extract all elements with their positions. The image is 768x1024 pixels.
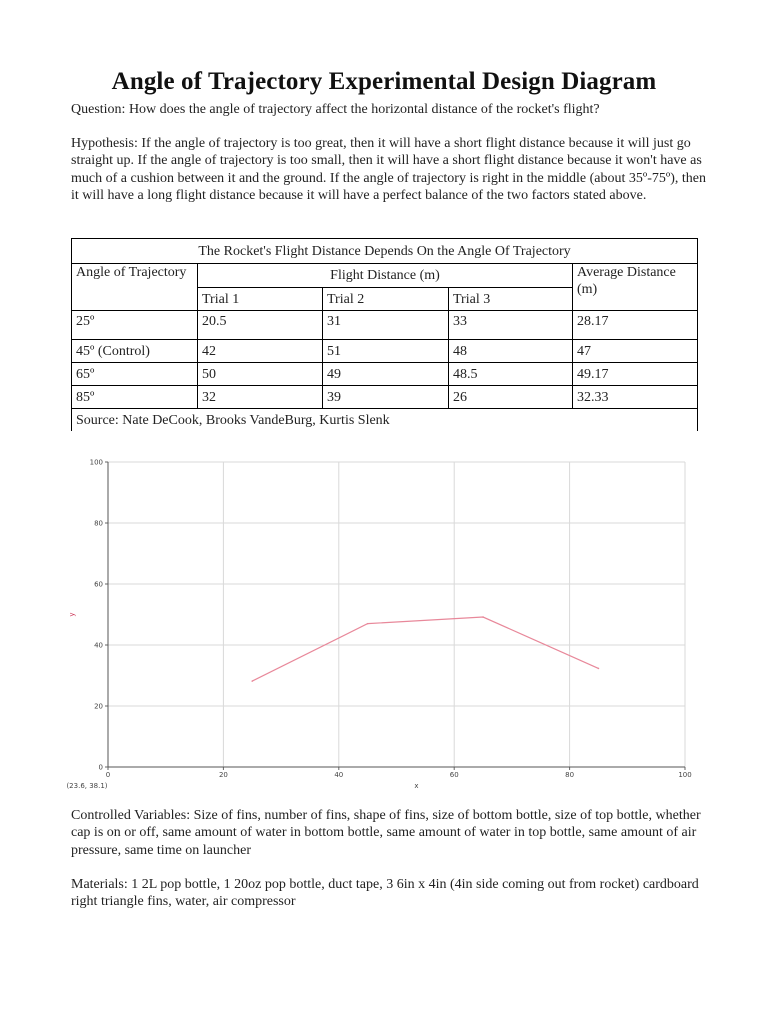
average-distance-header: Average Distance (m): [573, 264, 698, 311]
document-title: Angle of Trajectory Experimental Design Diagram: [111, 68, 657, 95]
trial-2-cell: 31: [323, 311, 449, 340]
y-tick-label: 40: [94, 641, 103, 650]
angle-cell: 85º: [72, 386, 198, 409]
chart-series: [251, 616, 599, 682]
trial-3-cell: 48.5: [449, 363, 573, 386]
data-point: [598, 668, 600, 670]
trial-2-header: Trial 2: [323, 288, 449, 311]
trial-3-header: Trial 3: [449, 288, 573, 311]
y-axis-label: y: [68, 612, 76, 617]
x-tick-label: 60: [449, 771, 459, 779]
trial-3-cell: 26: [449, 386, 573, 409]
trial-2-cell: 49: [323, 363, 449, 386]
x-tick-label: 100: [678, 771, 692, 779]
results-table: [71, 238, 698, 431]
angle-header: Angle of Trajectory: [72, 264, 198, 311]
series-line: [252, 617, 598, 681]
average-cell: 28.17: [573, 311, 698, 340]
trial-2-cell: 39: [323, 386, 449, 409]
trial-3-cell: 33: [449, 311, 573, 340]
trial-1-cell: 42: [198, 340, 323, 363]
flight-distance-header: Flight Distance (m): [198, 264, 573, 288]
data-point: [482, 616, 484, 618]
x-tick-label: 80: [565, 771, 575, 779]
controlled-variables-text: Controlled Variables: Size of fins, number of fins, shape of fins, size of bottom bottle, size of top bottle, whether cap is on or off, same amount of water in bottom bottle, same amount of water in top bottle, same amount of air pressure, same time on launcher: [71, 808, 701, 858]
materials-text: Materials: 1 2L pop bottle, 1 20oz pop bottle, duct tape, 3 6in x 4in (4in side coming out from rocket) cardboard right triangle fins, water, air compressor: [71, 877, 699, 910]
angle-cell: 65º: [72, 363, 198, 386]
y-tick-label: 20: [94, 702, 103, 711]
trial-2-cell: 51: [323, 340, 449, 363]
trial-1-cell: 20.5: [198, 311, 323, 340]
x-axis-label: x: [414, 782, 419, 790]
table-row: [72, 363, 698, 386]
chart-axes: [105, 462, 685, 770]
x-tick-label: 0: [105, 771, 111, 779]
y-tick-label: 60: [94, 580, 103, 589]
data-point: [251, 680, 253, 682]
hypothesis-text: Hypothesis: If the angle of trajectory is too great, then it will have a short flight distance because it will just go straight up. If the angle of trajectory is too small, then it will have a short flight distance because it won't have as much of a cushion between it and the ground. If the angle of trajectory is right in the middle (about 35º-75º), then it will have a long flight distance because it will have a perfect balance of the two factors stated above.: [71, 136, 707, 203]
source-row: [72, 409, 698, 432]
trial-3-cell: 48: [449, 340, 573, 363]
x-tick-label: 20: [218, 771, 228, 779]
distance-line-chart: [60, 455, 700, 795]
average-cell: 49.17: [573, 363, 698, 386]
y-tick-label: 0: [98, 763, 103, 772]
table-title: The Rocket's Flight Distance Depends On the Angle Of Trajectory: [72, 239, 698, 264]
trial-1-cell: 50: [198, 363, 323, 386]
question-text: Question: How does the angle of trajectory affect the horizontal distance of the rocket's flight?: [71, 102, 600, 117]
trial-1-cell: 32: [198, 386, 323, 409]
data-point: [367, 623, 369, 625]
y-tick-label: 100: [89, 458, 103, 467]
angle-cell: 45º (Control): [72, 340, 198, 363]
x-tick-label: 40: [334, 771, 344, 779]
table-header-row: [72, 264, 698, 288]
trial-1-header: Trial 1: [198, 288, 323, 311]
angle-cell: 25º: [72, 311, 198, 340]
table-row: [72, 340, 698, 363]
chart-grid: [108, 462, 685, 767]
cursor-readout: (23.6, 38.1): [66, 782, 108, 790]
average-cell: 47: [573, 340, 698, 363]
average-cell: 32.33: [573, 386, 698, 409]
table-title-row: [72, 239, 698, 264]
table-row: [72, 386, 698, 409]
source-cell: Source: Nate DeCook, Brooks VandeBurg, Kurtis Slenk: [72, 409, 698, 432]
chart-tick-labels: [90, 459, 692, 780]
table-row: [72, 311, 698, 340]
y-tick-label: 80: [94, 519, 103, 528]
